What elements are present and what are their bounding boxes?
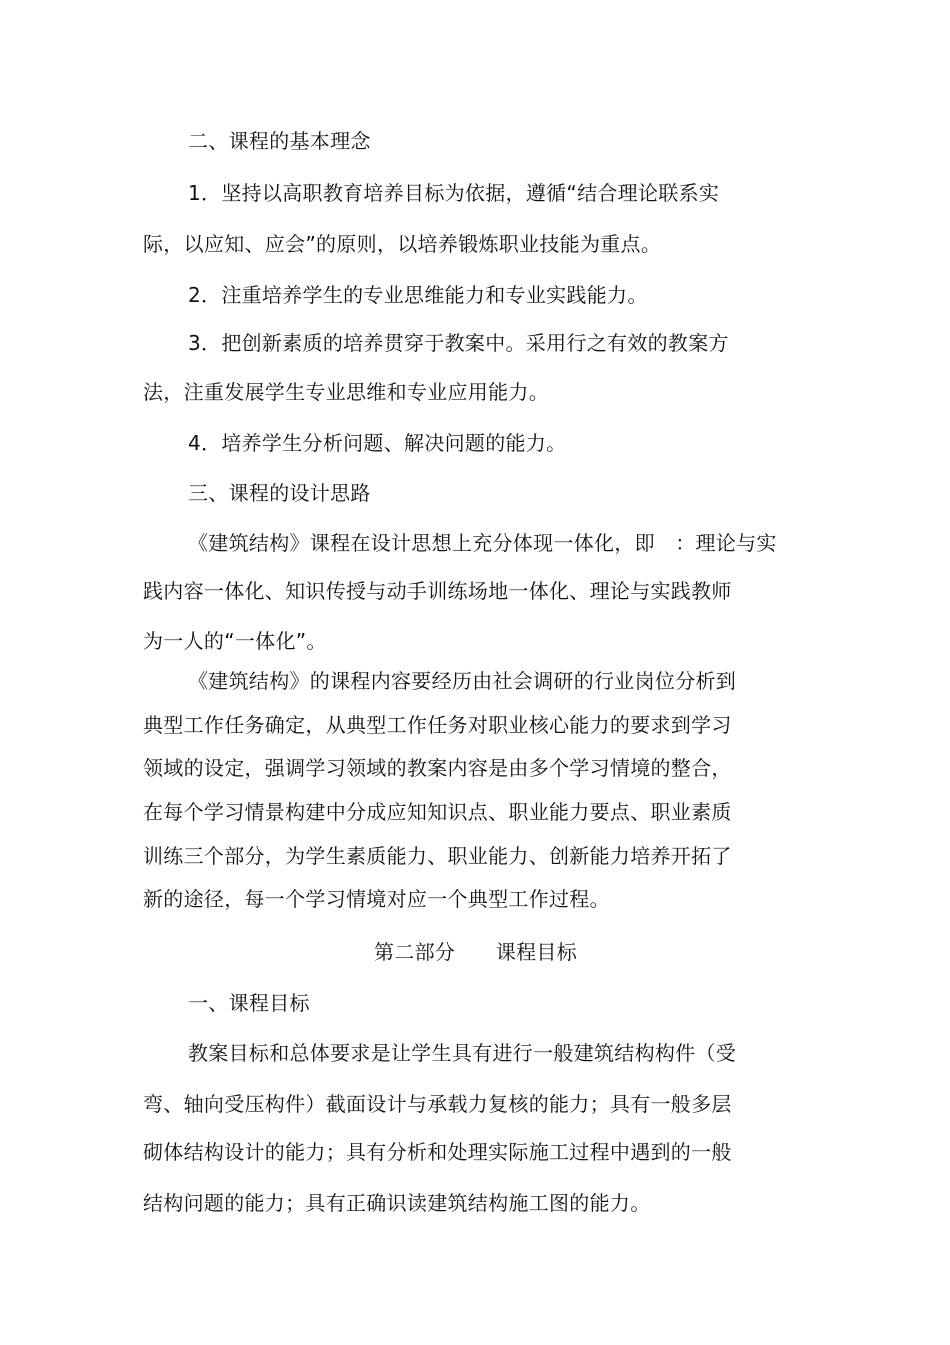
paragraph-line: 《建筑结构》课程在设计思想上充分体现一体化，即 ：理论与实 [188, 531, 777, 555]
paragraph-line: 法，注重发展学生专业思维和专业应用能力。 [143, 380, 549, 404]
paragraph-line: 训练三个部分，为学生素质能力、职业能力、创新能力培养开拓了 [143, 844, 732, 868]
section-heading-course-objectives: 一、课程目标 [188, 991, 310, 1015]
section-heading-basic-concepts: 二、课程的基本理念 [188, 129, 371, 153]
paragraph-line: 典型工作任务确定，从典型工作任务对职业核心能力的要求到学习 [143, 713, 732, 737]
paragraph-line: 教案目标和总体要求是让学生具有进行一般建筑结构构件（受 [188, 1041, 737, 1065]
paragraph-line: 1．坚持以高职教育培养目标为依据，遵循“结合理论联系实 [188, 181, 720, 205]
paragraph-line: 新的途径，每一个学习情境对应一个典型工作过程。 [143, 887, 610, 911]
paragraph-line: 结构问题的能力；具有正确识读建筑结构施工图的能力。 [143, 1191, 651, 1215]
paragraph-line: 4．培养学生分析问题、解决问题的能力。 [188, 431, 567, 455]
paragraph-line: 砌体结构设计的能力；具有分析和处理实际施工过程中遇到的一般 [143, 1140, 732, 1164]
paragraph-line: 领域的设定，强调学习领域的教案内容是由多个学习情境的整合， [143, 756, 732, 780]
paragraph-line: 在每个学习情景构建中分成应知知识点、职业能力要点、职业素质 [143, 800, 732, 824]
paragraph-line: 2．注重培养学生的专业思维能力和专业实践能力。 [188, 283, 648, 307]
paragraph-line: 弯、轴向受压构件）截面设计与承载力复核的能力；具有一般多层 [143, 1092, 732, 1116]
paragraph-line: 3．把创新素质的培养贯穿于教案中。采用行之有效的教案方 [188, 331, 729, 355]
paragraph-line: 践内容一体化、知识传授与动手训练场地一体化、理论与实践教师 [143, 579, 732, 603]
paragraph-line: 际，以应知、应会”的原则，以培养锻炼职业技能为重点。 [143, 232, 662, 256]
section-heading-design-ideas: 三、课程的设计思路 [188, 481, 371, 505]
paragraph-line: 《建筑结构》的课程内容要经历由社会调研的行业岗位分析到 [188, 669, 737, 693]
paragraph-line: 为一人的“一体化”。 [143, 629, 327, 653]
part-heading-course-objectives: 第二部分 课程目标 [374, 940, 577, 964]
